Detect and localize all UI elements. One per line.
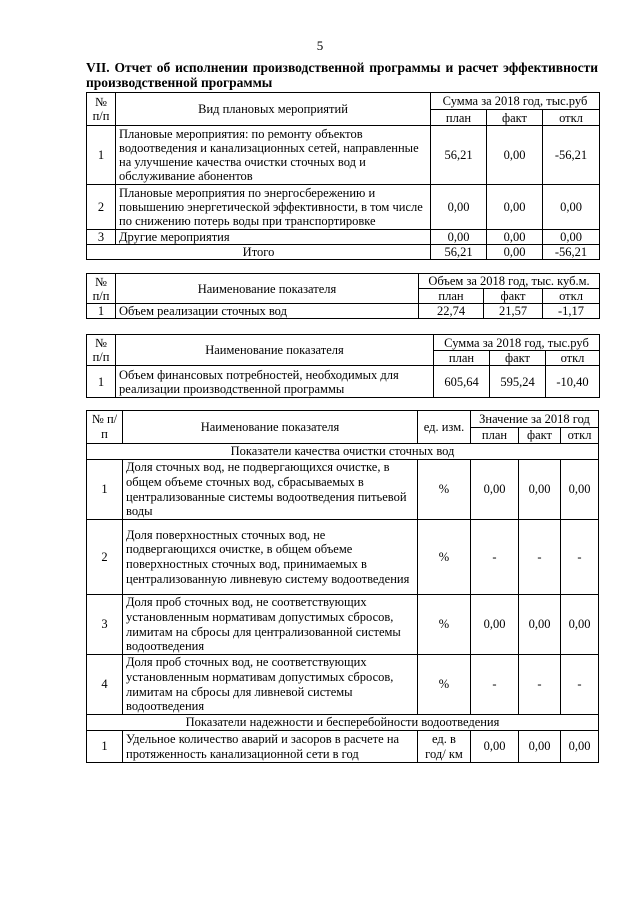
row-fact: 0,00	[487, 126, 543, 185]
page-number: 5	[316, 38, 324, 53]
row-num: 1	[87, 366, 116, 398]
row-num: 2	[87, 520, 123, 595]
header-fact: факт	[490, 351, 546, 366]
header-plan: план	[471, 428, 519, 444]
total-row	[87, 245, 600, 260]
row-name: Другие мероприятия	[116, 230, 431, 245]
header-num: № п/п	[87, 274, 116, 304]
total-deviation: -56,21	[543, 245, 600, 260]
planned-activities-table	[86, 92, 600, 260]
row-unit: %	[418, 460, 471, 520]
total-label: Итого	[87, 245, 431, 260]
row-num: 1	[87, 731, 123, 763]
row-plan: 0,00	[431, 185, 487, 230]
row-unit: ед. в год/ км	[418, 731, 471, 763]
header-deviation: откл	[543, 289, 600, 304]
row-plan: 0,00	[431, 230, 487, 245]
header-fact: факт	[484, 289, 543, 304]
row-fact: 0,00	[519, 460, 561, 520]
table-row	[87, 520, 599, 595]
row-plan: -	[471, 520, 519, 595]
table-row	[87, 655, 599, 715]
header-deviation: откл	[561, 428, 599, 444]
header-num: № п/п	[87, 93, 116, 126]
table-row	[87, 230, 600, 245]
row-fact: -	[519, 655, 561, 715]
table-row	[87, 126, 600, 185]
table-row	[87, 185, 600, 230]
header-unit: ед. изм.	[418, 411, 471, 444]
indicators-table	[86, 410, 599, 763]
row-name: Объем реализации сточных вод	[116, 304, 419, 319]
row-fact: 0,00	[487, 230, 543, 245]
row-name: Плановые мероприятия по энергосбережению и повышению энергетической эффективности, в том числе по снижению потерь воды при транспортировке	[116, 185, 431, 230]
row-num: 1	[87, 460, 123, 520]
row-deviation: 0,00	[561, 595, 599, 655]
header-value-2018: Значение за 2018 год	[471, 411, 599, 428]
header-plan: план	[434, 351, 490, 366]
row-unit: %	[418, 595, 471, 655]
section-quality-header: Показатели качества очистки сточных вод	[87, 444, 599, 460]
header-fact: факт	[519, 428, 561, 444]
header-indicator-name: Наименование показателя	[116, 335, 434, 366]
row-num: 1	[87, 126, 116, 185]
row-plan: 605,64	[434, 366, 490, 398]
table-row	[87, 304, 600, 319]
row-name: Плановые мероприятия: по ремонту объектов водоотведения и канализационных сетей, направленные на улучшение качества очистки сточных вод и обслуживание абонентов	[116, 126, 431, 185]
table-row	[87, 460, 599, 520]
section-reliability-header: Показатели надежности и бесперебойности водоотведения	[87, 715, 599, 731]
row-plan: 0,00	[471, 595, 519, 655]
row-name: Доля сточных вод, не подвергающихся очистке, в общем объеме сточных вод, сбрасываемых в централизованные системы водоотведения питьевой воды	[123, 460, 418, 520]
header-deviation: откл	[546, 351, 600, 366]
row-plan: 56,21	[431, 126, 487, 185]
row-num: 3	[87, 595, 123, 655]
row-num: 3	[87, 230, 116, 245]
row-deviation: 0,00	[561, 460, 599, 520]
total-plan: 56,21	[431, 245, 487, 260]
table-row	[87, 366, 600, 398]
header-num: № п/п	[87, 335, 116, 366]
row-fact: 0,00	[519, 731, 561, 763]
row-num: 2	[87, 185, 116, 230]
header-indicator-name: Наименование показателя	[123, 411, 418, 444]
row-deviation: -56,21	[543, 126, 600, 185]
row-unit: %	[418, 655, 471, 715]
row-deviation: -10,40	[546, 366, 600, 398]
row-deviation: 0,00	[561, 731, 599, 763]
row-plan: 0,00	[471, 460, 519, 520]
row-name: Доля проб сточных вод, не соответствующих установленным нормативам допустимых сбросов, лимитам на сбросы для ливневой системы водоотведения	[123, 655, 418, 715]
row-deviation: 0,00	[543, 185, 600, 230]
row-fact: -	[519, 520, 561, 595]
header-sum-2018: Сумма за 2018 год, тыс.руб	[434, 335, 600, 351]
total-fact: 0,00	[487, 245, 543, 260]
header-indicator-name: Наименование показателя	[116, 274, 419, 304]
row-deviation: -	[561, 520, 599, 595]
row-name: Объем финансовых потребностей, необходимых для реализации производственной программы	[116, 366, 434, 398]
row-fact: 0,00	[519, 595, 561, 655]
header-plan: план	[431, 110, 487, 126]
header-sum-2018: Сумма за 2018 год, тыс.руб	[431, 93, 600, 110]
row-deviation: -	[561, 655, 599, 715]
row-num: 1	[87, 304, 116, 319]
row-deviation: 0,00	[543, 230, 600, 245]
header-num: № п/п	[87, 411, 123, 444]
header-plan: план	[419, 289, 484, 304]
row-fact: 0,00	[487, 185, 543, 230]
table-row	[87, 595, 599, 655]
header-fact: факт	[487, 110, 543, 126]
table-row	[87, 731, 599, 763]
row-name: Доля поверхностных сточных вод, не подвергающихся очистке, в общем объеме поверхностных сточных вод, принимаемых в централизованную ливневую систему водоотведения	[123, 520, 418, 595]
financial-needs-table	[86, 334, 600, 398]
row-plan: -	[471, 655, 519, 715]
row-fact: 21,57	[484, 304, 543, 319]
row-plan: 22,74	[419, 304, 484, 319]
row-name: Удельное количество аварий и засоров в расчете на протяженность канализационной сети в год	[123, 731, 418, 763]
header-deviation: откл	[543, 110, 600, 126]
header-activity-type: Вид плановых мероприятий	[116, 93, 431, 126]
section-title: VII. Отчет об исполнении производственной программы и расчет эффективности производственной программы	[86, 60, 598, 90]
row-num: 4	[87, 655, 123, 715]
row-plan: 0,00	[471, 731, 519, 763]
row-name: Доля проб сточных вод, не соответствующих установленным нормативам допустимых сбросов, лимитам на сбросы для централизованной системы водоотведения	[123, 595, 418, 655]
row-deviation: -1,17	[543, 304, 600, 319]
wastewater-volume-table	[86, 273, 600, 319]
header-volume-2018: Объем за 2018 год, тыс. куб.м.	[419, 274, 600, 289]
row-fact: 595,24	[490, 366, 546, 398]
row-unit: %	[418, 520, 471, 595]
